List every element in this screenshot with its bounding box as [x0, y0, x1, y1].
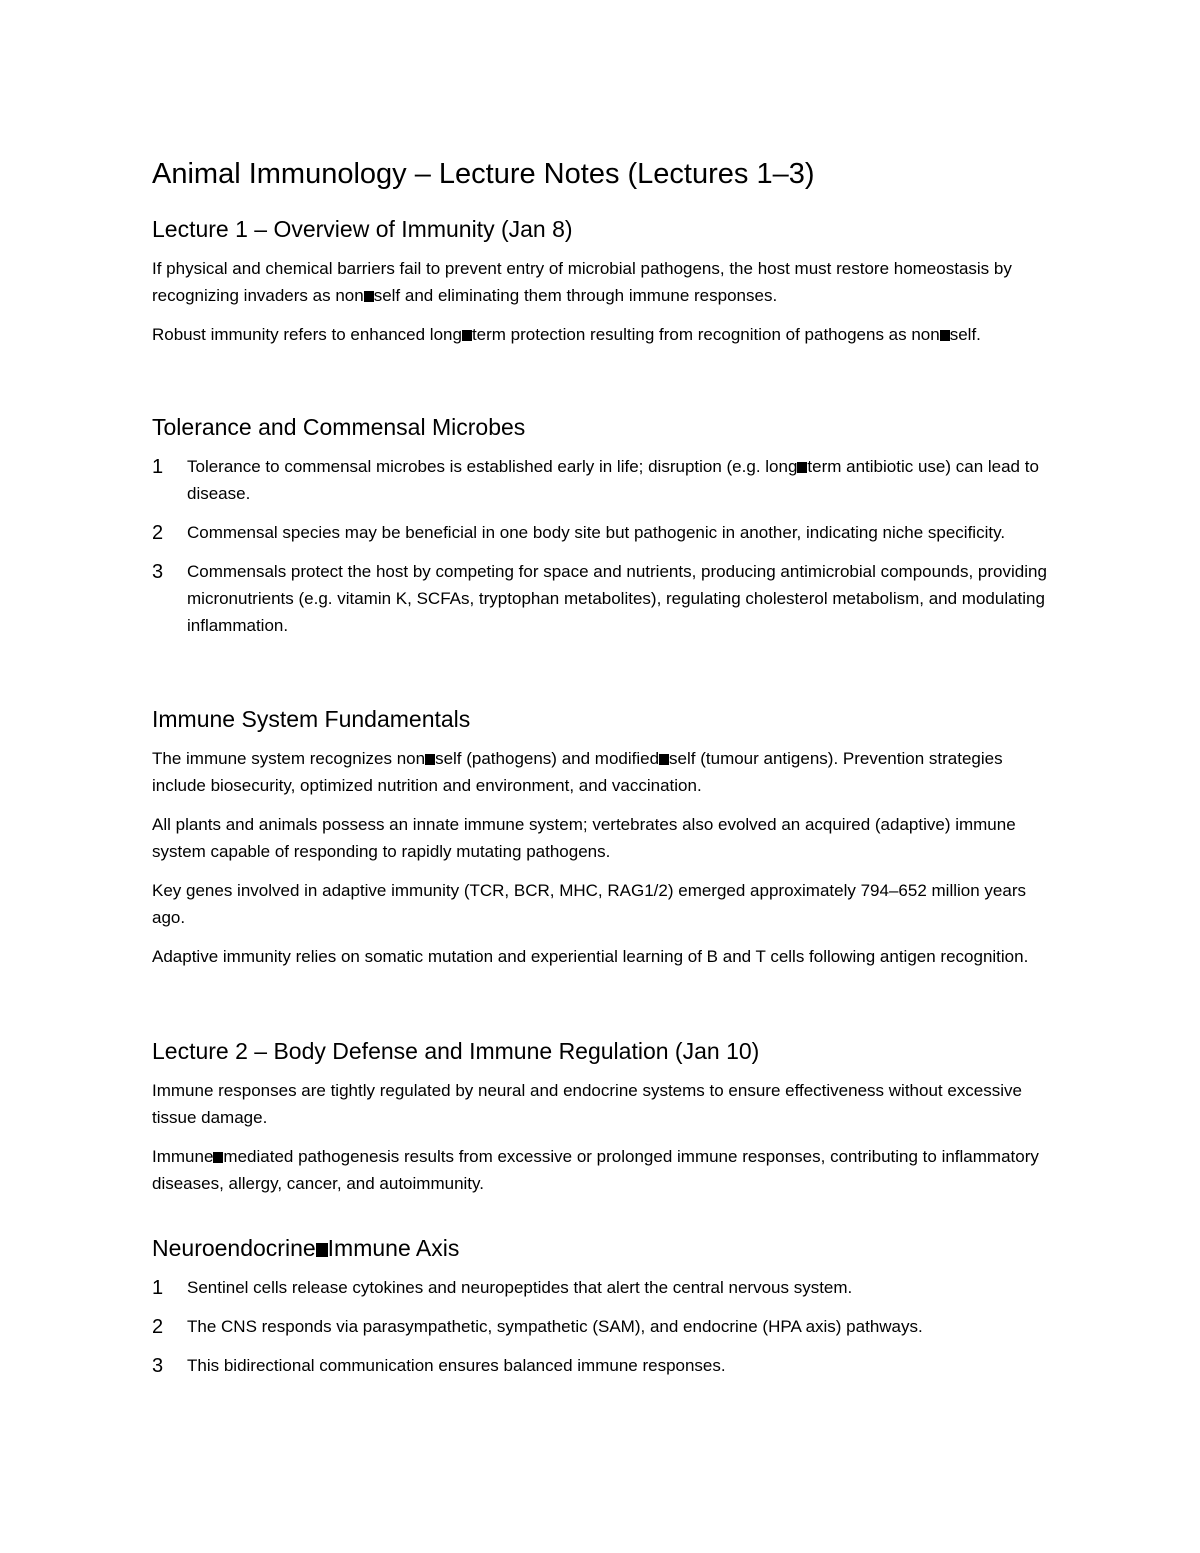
paragraph: Immune responses are tightly regulated by neural and endocrine systems to ensure effectiveness without excessive tissue damage.	[152, 1081, 1022, 1127]
section-immune-fundamentals	[152, 704, 1052, 970]
missing-glyph-box	[797, 462, 807, 473]
paragraph: Immune mediated pathogenesis results from excessive or prolonged immune responses, contributing to inflammatory diseases, allergy, cancer, and autoimmunity.	[152, 1147, 1039, 1193]
missing-glyph-box	[940, 330, 950, 341]
list-item: 1 Sentinel cells release cytokines and neuropeptides that alert the central nervous system.	[152, 1274, 1052, 1301]
list-number: 1	[152, 456, 164, 478]
missing-glyph-box	[364, 291, 374, 302]
section-lecture-2	[152, 1036, 1052, 1197]
list-item: 2 The CNS responds via parasympathetic, sympathetic (SAM), and endocrine (HPA axis) pathways.	[152, 1313, 1052, 1340]
paragraph: Adaptive immunity relies on somatic mutation and experiential learning of B and T cells following antigen recognition.	[152, 947, 1029, 966]
list-item: 1 Tolerance to commensal microbes is established early in life; disruption (e.g. long term antibiotic use) can lead to disease.	[152, 456, 1039, 503]
paragraph: The immune system recognizes non self (pathogens) and modified self (tumour antigens). Prevention strategies include biosecurity, optimized nutrition and environment, and vaccination.	[152, 749, 1003, 795]
section-heading: Lecture 1 – Overview of Immunity (Jan 8)	[152, 216, 573, 242]
section-heading: Immune System Fundamentals	[152, 706, 471, 732]
section-lecture-1	[152, 214, 1052, 348]
missing-glyph-box	[425, 754, 435, 765]
numbered-list	[152, 1274, 1052, 1379]
section-heading: Lecture 2 – Body Defense and Immune Regulation (Jan 10)	[152, 1038, 760, 1064]
paragraph: If physical and chemical barriers fail to prevent entry of microbial pathogens, the host must restore homeostasis by recognizing invaders as non self and eliminating them through immune responses.	[152, 259, 1012, 305]
list-number: 2	[152, 1316, 164, 1338]
paragraph: Robust immunity refers to enhanced long term protection resulting from recognition of pathogens as non self.	[152, 325, 981, 344]
section-heading: Neuroendocrine Immune Axis	[152, 1235, 460, 1261]
missing-glyph-box	[462, 330, 472, 341]
list-number: 3	[152, 1355, 164, 1377]
list-item: 3 Commensals protect the host by competing for space and nutrients, producing antimicrobial compounds, providing micronutrients (e.g. vitamin K, SCFAs, tryptophan metabolites), regulating cholesterol metabolism, and modulating inflammation.	[152, 561, 1047, 635]
paragraph: Key genes involved in adaptive immunity (TCR, BCR, MHC, RAG1/2) emerged approximately 794–652 million years ago.	[152, 881, 1026, 927]
list-item: 2 Commensal species may be beneficial in one body site but pathogenic in another, indicating niche specificity.	[152, 519, 1052, 546]
numbered-list	[152, 453, 1052, 639]
missing-glyph-box	[659, 754, 669, 765]
list-number: 2	[152, 522, 164, 544]
list-number: 1	[152, 1277, 164, 1299]
section-heading: Tolerance and Commensal Microbes	[152, 414, 526, 440]
document-title: Animal Immunology – Lecture Notes (Lectures 1–3)	[152, 158, 815, 190]
list-number: 3	[152, 561, 164, 583]
paragraph: All plants and animals possess an innate immune system; vertebrates also evolved an acquired (adaptive) immune system capable of responding to rapidly mutating pathogens.	[152, 815, 1016, 861]
missing-glyph-box	[213, 1152, 223, 1163]
list-item: 3 This bidirectional communication ensures balanced immune responses.	[152, 1352, 1052, 1379]
section-neuroendocrine-immune-axis	[152, 1233, 1052, 1379]
section-tolerance-commensal	[152, 412, 1052, 639]
missing-glyph-box	[316, 1243, 328, 1257]
